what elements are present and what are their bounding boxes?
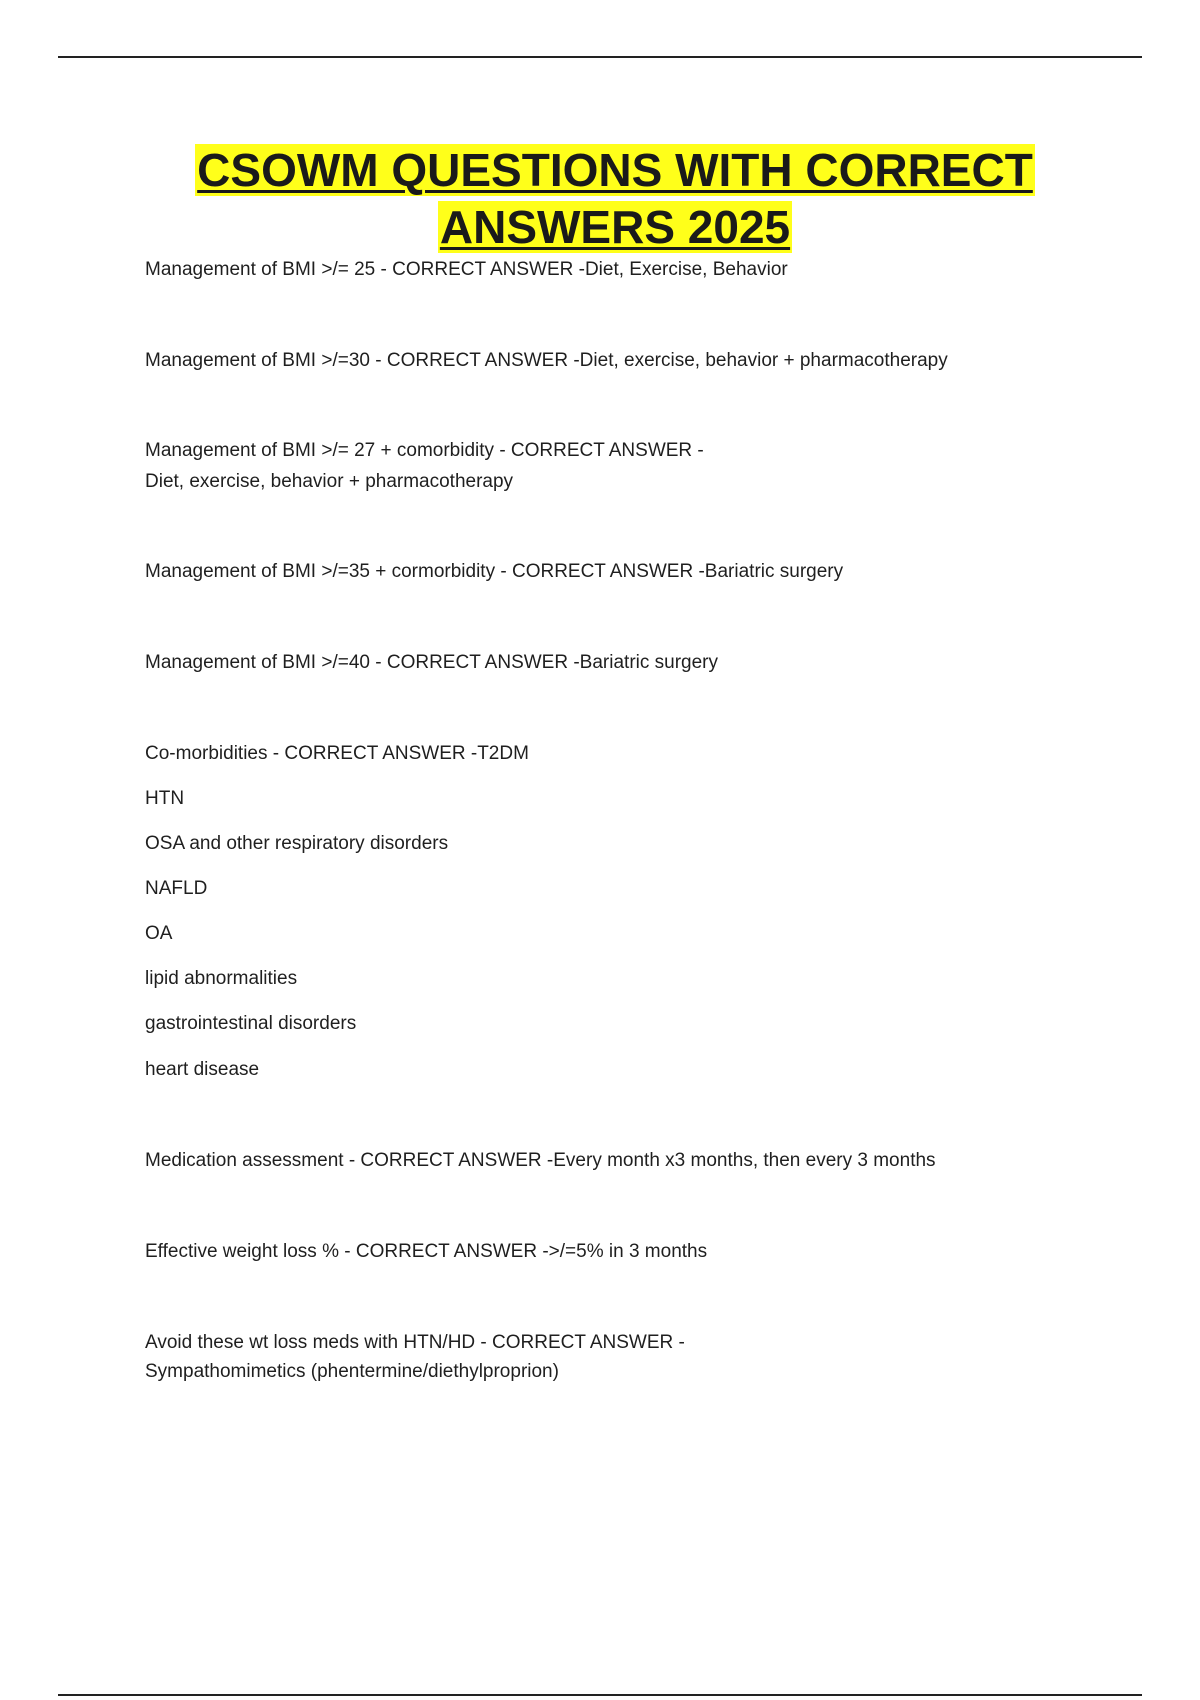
qa-avoid-meds-question: Avoid these wt loss meds with HTN/HD - CORRECT ANSWER - <box>145 1332 685 1353</box>
qa-medication-assessment: Medication assessment - CORRECT ANSWER -Every month x3 months, then every 3 months <box>145 1150 936 1171</box>
qa-effective-weight-loss: Effective weight loss % - CORRECT ANSWER ->/=5% in 3 months <box>145 1241 708 1262</box>
qa-bmi-27-question: Management of BMI >/= 27 + comorbidity - CORRECT ANSWER - <box>145 440 704 461</box>
bottom-rule <box>58 1694 1142 1696</box>
qa-bmi-40: Management of BMI >/=40 - CORRECT ANSWER -Bariatric surgery <box>145 652 718 673</box>
document-title <box>120 142 1110 256</box>
qa-bmi-25: Management of BMI >/= 25 - CORRECT ANSWER -Diet, Exercise, Behavior <box>145 259 788 280</box>
qa-avoid-meds-answer: Sympathomimetics (phentermine/diethylproprion) <box>145 1361 559 1382</box>
qa-bmi-27-answer: Diet, exercise, behavior + pharmacotherapy <box>145 471 514 492</box>
comorbidity-item: heart disease <box>145 1059 260 1080</box>
comorbidity-item: lipid abnormalities <box>145 968 298 989</box>
comorbidity-item: OSA and other respiratory disorders <box>145 833 449 854</box>
comorbidity-item: HTN <box>145 788 185 809</box>
comorbidity-item: NAFLD <box>145 878 208 899</box>
comorbidity-item: OA <box>145 923 173 944</box>
top-rule <box>58 56 1142 58</box>
title-line-1: CSOWM QUESTIONS WITH CORRECT <box>197 144 1033 196</box>
qa-bmi-35: Management of BMI >/=35 + cormorbidity - CORRECT ANSWER -Bariatric surgery <box>145 561 844 582</box>
qa-bmi-30: Management of BMI >/=30 - CORRECT ANSWER -Diet, exercise, behavior + pharmacotherapy <box>145 350 948 371</box>
title-line-2: ANSWERS 2025 <box>439 201 791 253</box>
comorbidity-item: gastrointestinal disorders <box>145 1013 357 1034</box>
qa-comorbidities: Co-morbidities - CORRECT ANSWER -T2DM <box>145 743 529 764</box>
